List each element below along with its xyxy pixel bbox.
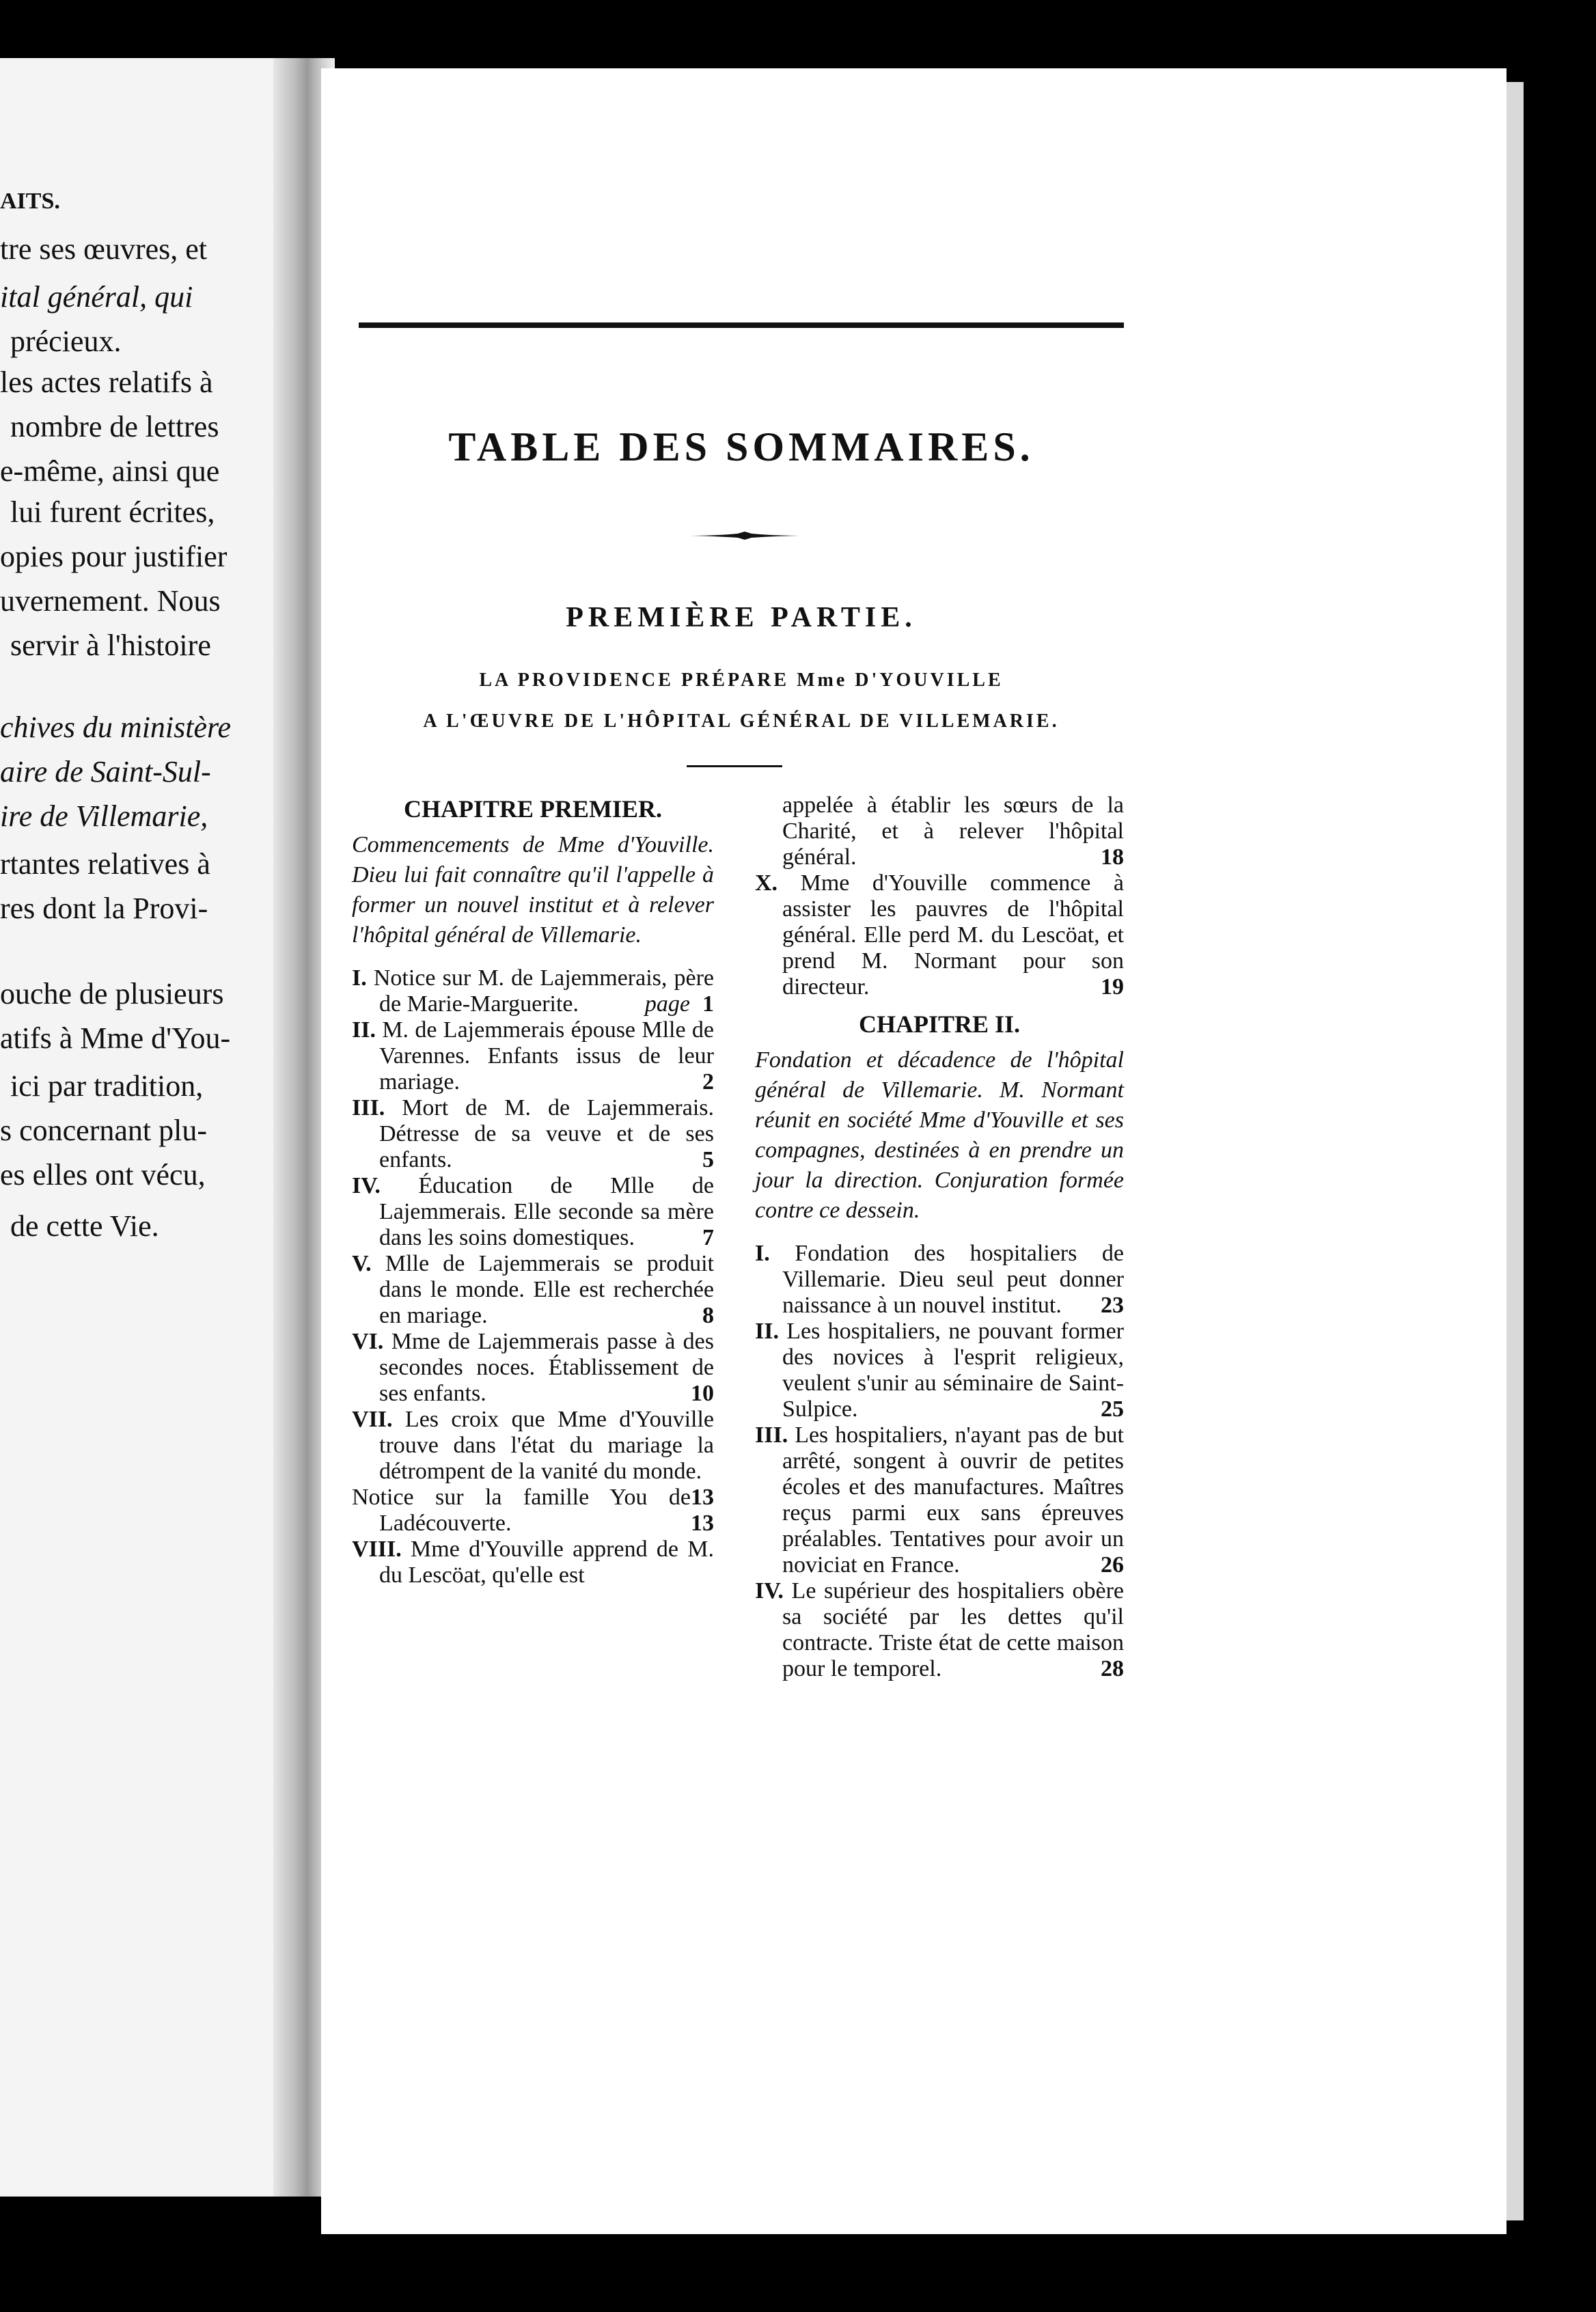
page-number: 26 [1101,1552,1124,1578]
toc-entry-text: M. de Lajemmerais épouse Mlle de Varennes. Enfants issus de leur mariage. [379,1017,715,1095]
page-number: 23 [1101,1293,1124,1318]
toc-column-left [352,796,714,1588]
left-page-line: précieux. [10,325,122,358]
toc-entry-text: Éducation de Mlle de Lajemmerais. Elle seconde sa mère dans les soins domestiques. [379,1173,714,1250]
toc-entry-page [702,1147,714,1173]
left-page-line: res dont la Provi- [0,892,208,925]
toc-entry [352,1017,714,1095]
left-page-line: ital général, qui [0,280,193,314]
toc-column-right [755,793,1124,1682]
toc-entry-text: Les hospitaliers, ne pouvant former des novices à l'esprit religieux, veulent s'unir au séminaire de Saint-Sulpice. [782,1319,1124,1422]
left-page-line: aire de Saint-Sul- [0,755,211,788]
chapter-summary: Commencements de Mme d'Youville. Dieu lui fait connaître qu'il l'appelle à former un nouvel institut et à relever l'hôpital général de Villemarie. [352,832,714,948]
page-number: 19 [1101,974,1124,1000]
toc-entry-number: VIII. [352,1537,402,1562]
page-number: 13 [691,1485,714,1510]
toc-entry [755,1578,1124,1682]
toc-entry-page [1101,1396,1124,1422]
short-rule [687,765,782,767]
toc-entry-page [691,1381,714,1407]
toc-entry-number: I. [352,965,367,991]
page-number: 28 [1101,1656,1124,1681]
toc-entry-number: I. [755,1241,770,1266]
left-page-line: ici par tradition, [10,1069,204,1103]
toc-entry-number: V. [352,1251,372,1276]
chapter-summary: Fondation et décadence de l'hôpital général de Villemarie. M. Normant réunit en société Mme d'Youville et ses compagnes, destinées à en prendre un jour la direction. Conjuration formée contre ce dessein. [755,1047,1124,1223]
toc-entry [352,1329,714,1407]
left-page-line: lui furent écrites, [10,495,215,529]
toc-entry-text: Fondation des hospitaliers de Villemarie. Dieu seul peut donner naissance à un nouvel institut. [782,1241,1125,1318]
left-page-line: nombre de lettres [10,410,219,443]
toc-entry-number: X. [755,870,778,896]
toc-entry-number: II. [352,1017,376,1043]
page-number: 18 [1101,844,1124,870]
chapter-title: CHAPITRE II. [858,1010,1021,1038]
toc-entry [755,870,1124,1000]
page-number: 8 [702,1303,714,1328]
chapter-entries-continued [755,793,1124,1000]
toc-entry [755,1422,1124,1578]
toc-entry [352,1537,714,1588]
toc-entry [755,1241,1124,1319]
toc-entry [352,1251,714,1329]
left-page-line: les actes relatifs à [0,366,213,399]
toc-entry-page [1101,1656,1124,1682]
page-number: 1 [702,991,714,1017]
left-page-line: chives du ministère [0,711,232,744]
toc-entry [352,965,714,1017]
page-number: 13 [691,1511,714,1536]
toc-entry-number: II. [755,1319,779,1344]
left-page-line: ouche de plusieurs [0,977,224,1010]
page-number: 5 [702,1147,714,1172]
toc-entry-number: III. [755,1422,788,1448]
toc-entry-text: Mme d'Youville commence à assister les pauvres de l'hôpital général. Elle perd M. du Lescöat, et prend M. Normant pour son directeur. [782,870,1124,1000]
left-page-line: servir à l'histoire [10,629,211,662]
left-page-line: de cette Vie. [10,1209,159,1243]
toc-entry-number: III. [352,1095,385,1120]
page-word: page [644,991,690,1017]
toc-entry-text: appelée à établir les sœurs de la Charité, et à relever l'hôpital général. [782,793,1124,870]
chapter-entries [352,965,714,1588]
left-page-line: s concernant plu- [0,1114,207,1147]
toc-entry-page [691,1511,714,1537]
left-page-line: opies pour justifier [0,540,228,573]
toc-entry-number: VI. [352,1329,384,1354]
page-number: 25 [1101,1396,1124,1422]
chapter-title: CHAPITRE PREMIER. [403,795,663,823]
left-page-line: tre ses œuvres, et [0,232,208,266]
left-page-line: AITS. [0,189,60,214]
toc-entry-page [645,991,714,1017]
page-number: 2 [702,1069,714,1095]
toc-entry-text: Le supérieur des hospitaliers obère sa société par les dettes qu'il contracte. Triste état de cette maison pour le temporel. [782,1578,1125,1681]
page-number: 10 [691,1381,714,1406]
left-page-line: ire de Villemarie, [0,799,208,833]
part-title: PREMIÈRE PARTIE. [566,602,917,633]
page-title: TABLE DES SOMMAIRES. [448,424,1034,469]
left-page-line: rtantes relatives à [0,847,210,881]
ornament-divider [690,532,799,540]
toc-entry-page [702,1069,714,1095]
toc-entry-text: Les hospitaliers, n'ayant pas de but arrêté, songent à ouvrir de petites écoles et des manufactures. Maîtres reçus parmi eux sans épreuves préalables. Tentatives pour avoir un noviciat en France. [782,1422,1125,1578]
toc-entry-page [702,1225,714,1251]
toc-entry [352,1485,714,1537]
toc-entry-page [1101,1293,1124,1319]
toc-entry-number: VII. [352,1407,393,1432]
top-rule [359,322,1124,328]
toc-entry [352,1173,714,1251]
toc-entry-text: Notice sur la famille You de Ladécouverte. [352,1485,691,1536]
left-page-line: uvernement. Nous [0,584,221,618]
toc-entry-number: IV. [755,1578,784,1604]
toc-entry-continued [755,793,1124,870]
left-page-line: es elles ont vécu, [0,1158,206,1192]
page-number: 7 [702,1225,714,1250]
toc-entry-page [1101,974,1124,1000]
toc-entry [352,1095,714,1173]
chapter-entries [755,1241,1124,1682]
toc-entry-text: Mlle de Lajemmerais se produit dans le monde. Elle est recherchée en mariage. [379,1251,714,1328]
toc-entry-text: Les croix que Mme d'Youville trouve dans l'état du mariage la détrompent de la vanité du monde. [379,1407,714,1484]
toc-entry-number: IV. [352,1173,381,1198]
toc-entry-page [1101,1552,1124,1578]
part-subtitle-line-2: A L'ŒUVRE DE L'HÔPITAL GÉNÉRAL DE VILLEMARIE. [423,711,1060,732]
toc-entry-text: Mme d'Youville apprend de M. du Lescöat, qu'elle est [379,1537,714,1588]
toc-entry-text: Mme de Lajemmerais passe à des secondes noces. Établissement de ses enfants. [379,1329,715,1406]
toc-entry-text: Notice sur M. de Lajemmerais, père de Marie-Marguerite. [373,965,715,1017]
left-page-fragment [0,58,287,2197]
toc-entry-text: Mort de M. de Lajemmerais. Détresse de sa veuve et de ses enfants. [379,1095,714,1172]
toc-entry [352,1407,714,1510]
part-subtitle-line-1: LA PROVIDENCE PRÉPARE Mme D'YOUVILLE [479,670,1004,691]
left-page-line: atifs à Mme d'You- [0,1021,231,1055]
toc-entry [755,1319,1124,1422]
page-edge [1506,82,1524,2220]
toc-entry-page [702,1303,714,1329]
left-page-line: e-même, ainsi que [0,454,220,488]
